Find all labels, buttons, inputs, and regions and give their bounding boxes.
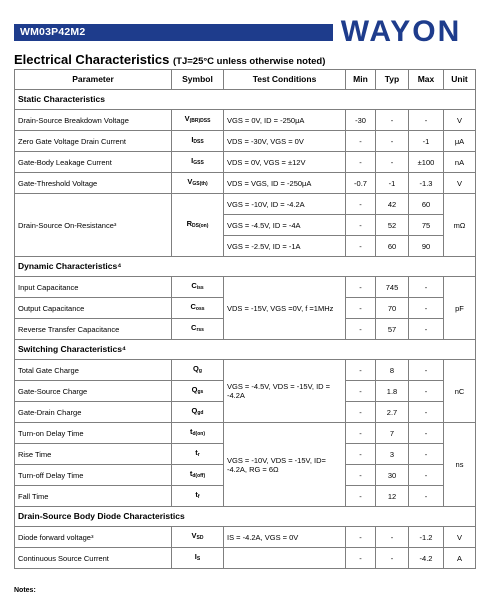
param-cell: Turn-off Delay Time [15,465,172,486]
min-cell: - [346,236,376,257]
min-cell: - [346,194,376,215]
condition-cell: VGS = -4.5V, ID = -4A [224,215,346,236]
max-cell: - [409,465,444,486]
typ-cell: 1.8 [376,381,409,402]
typ-cell: 60 [376,236,409,257]
min-cell: - [346,548,376,569]
max-cell: - [409,486,444,507]
unit-cell: V [444,173,476,194]
max-cell: - [409,444,444,465]
condition-cell: IS = -4.2A, VGS = 0V [224,527,346,548]
unit-cell: mΩ [444,194,476,257]
group-label: Static Characteristics [15,90,476,110]
typ-cell: 42 [376,194,409,215]
unit-cell: V [444,527,476,548]
group-label: Switching Characteristics⁴ [15,340,476,360]
min-cell: - [346,152,376,173]
table-header-row [15,70,476,90]
typ-cell: 745 [376,277,409,298]
section-condition: (TJ=25°C unless otherwise noted) [173,56,326,67]
condition-cell: VGS = 0V, ID = -250μA [224,110,346,131]
table-row [15,131,476,152]
symbol-cell: $I_{DSS}$ [172,131,224,152]
typ-cell: 3 [376,444,409,465]
max-cell: - [409,381,444,402]
typ-cell: 52 [376,215,409,236]
param-cell: Gate-Threshold Voltage [15,173,172,194]
condition-cell: VGS = -10V, VDS = -15V, ID= -4.2A, RG = 6Ω [224,423,346,507]
min-cell: - [346,444,376,465]
min-cell: -30 [346,110,376,131]
symbol-cell: $t_{d(on)}$ [172,423,224,444]
unit-cell: pF [444,277,476,340]
max-cell: - [409,277,444,298]
max-cell: -1 [409,131,444,152]
max-cell: - [409,402,444,423]
unit-cell: A [444,548,476,569]
min-cell: -0.7 [346,173,376,194]
col-unit: Unit [444,70,476,90]
param-cell: Input Capacitance [15,277,172,298]
wayon-logo [326,14,476,46]
unit-cell: nA [444,152,476,173]
typ-cell: - [376,131,409,152]
max-cell: - [409,110,444,131]
col-symbol: Symbol [172,70,224,90]
param-cell: Gate-Source Charge [15,381,172,402]
max-cell: - [409,360,444,381]
typ-cell: 57 [376,319,409,340]
unit-cell: ns [444,423,476,507]
max-cell: - [409,319,444,340]
group-row-diode [15,507,476,527]
symbol-cell: $Q_{gd}$ [172,402,224,423]
group-row-static [15,90,476,110]
param-cell: Continuous Source Current [15,548,172,569]
param-cell: Drain-Source Breakdown Voltage [15,110,172,131]
symbol-cell: $Q_{gs}$ [172,381,224,402]
symbol-cell: $I_S$ [172,548,224,569]
symbol-cell: $t_r$ [172,444,224,465]
table-row [15,277,476,298]
brand-logo-text: WAYON [340,15,462,46]
param-cell: Turn-on Delay Time [15,423,172,444]
max-cell: 60 [409,194,444,215]
max-cell: -1.2 [409,527,444,548]
typ-cell: 12 [376,486,409,507]
part-number-banner [14,24,333,41]
symbol-cell: $C_{iss}$ [172,277,224,298]
min-cell: - [346,319,376,340]
min-cell: - [346,402,376,423]
group-row-switching [15,340,476,360]
symbol-cell: $V_{GS(th)}$ [172,173,224,194]
unit-cell: V [444,110,476,131]
typ-cell: 7 [376,423,409,444]
max-cell: 90 [409,236,444,257]
group-row-dynamic [15,257,476,277]
condition-cell: VGS = -10V, ID = -4.2A [224,194,346,215]
param-cell: Gate-Drain Charge [15,402,172,423]
symbol-cell: $V_{SD}$ [172,527,224,548]
param-cell: Diode forward voltage³ [15,527,172,548]
condition-cell: VDS = -15V, VGS =0V, f =1MHz [224,277,346,340]
condition-cell: VGS = -4.5V, VDS = -15V, ID = -4.2A [224,360,346,423]
typ-cell: - [376,527,409,548]
condition-cell: VDS = -30V, VGS = 0V [224,131,346,152]
table-row [15,548,476,569]
max-cell: - [409,423,444,444]
max-cell: ±100 [409,152,444,173]
min-cell: - [346,486,376,507]
min-cell: - [346,527,376,548]
col-test-conditions: Test Conditions [224,70,346,90]
typ-cell: 70 [376,298,409,319]
table-row [15,360,476,381]
typ-cell: - [376,152,409,173]
max-cell: - [409,298,444,319]
param-cell: Output Capacitance [15,298,172,319]
param-cell: Zero Gate Voltage Drain Current [15,131,172,152]
table-row [15,173,476,194]
unit-cell: μA [444,131,476,152]
param-cell: Rise Time [15,444,172,465]
section-title-text: Electrical Characteristics [14,52,170,67]
param-cell: Total Gate Charge [15,360,172,381]
typ-cell: 8 [376,360,409,381]
col-min: Min [346,70,376,90]
min-cell: - [346,298,376,319]
symbol-cell: $I_{GSS}$ [172,152,224,173]
symbol-cell: $V_{(BR)DSS}$ [172,110,224,131]
table-row [15,527,476,548]
min-cell: - [346,423,376,444]
param-cell: Reverse Transfer Capacitance [15,319,172,340]
table-row [15,152,476,173]
notes-label: Notes: [14,587,36,594]
condition-cell [224,548,346,569]
min-cell: - [346,381,376,402]
min-cell: - [346,131,376,152]
param-cell: Gate-Body Leakage Current [15,152,172,173]
typ-cell: 2.7 [376,402,409,423]
col-parameter: Parameter [15,70,172,90]
table-row [15,194,476,215]
part-number: WM03P42M2 [20,26,86,38]
group-label: Dynamic Characteristics⁴ [15,257,476,277]
typ-cell: 30 [376,465,409,486]
condition-cell: VGS = -2.5V, ID = -1A [224,236,346,257]
col-typ: Typ [376,70,409,90]
typ-cell: -1 [376,173,409,194]
symbol-cell: $C_{oss}$ [172,298,224,319]
page-title [14,52,325,67]
param-cell: Drain-Source On-Resistance³ [15,194,172,257]
symbol-cell: $R_{DS(on)}$ [172,194,224,257]
symbol-cell: $Q_g$ [172,360,224,381]
min-cell: - [346,277,376,298]
symbol-cell: $t_f$ [172,486,224,507]
table-row [15,110,476,131]
typ-cell: - [376,110,409,131]
min-cell: - [346,215,376,236]
electrical-characteristics-table [14,69,476,569]
param-cell: Fall Time [15,486,172,507]
group-label: Drain-Source Body Diode Characteristics [15,507,476,527]
min-cell: - [346,465,376,486]
max-cell: 75 [409,215,444,236]
unit-cell: nC [444,360,476,423]
condition-cell: VDS = VGS, ID = -250μA [224,173,346,194]
table-row [15,423,476,444]
max-cell: -1.3 [409,173,444,194]
symbol-cell: $C_{rss}$ [172,319,224,340]
typ-cell: - [376,548,409,569]
max-cell: -4.2 [409,548,444,569]
symbol-cell: $t_{d(off)}$ [172,465,224,486]
min-cell: - [346,360,376,381]
col-max: Max [409,70,444,90]
condition-cell: VDS = 0V, VGS = ±12V [224,152,346,173]
